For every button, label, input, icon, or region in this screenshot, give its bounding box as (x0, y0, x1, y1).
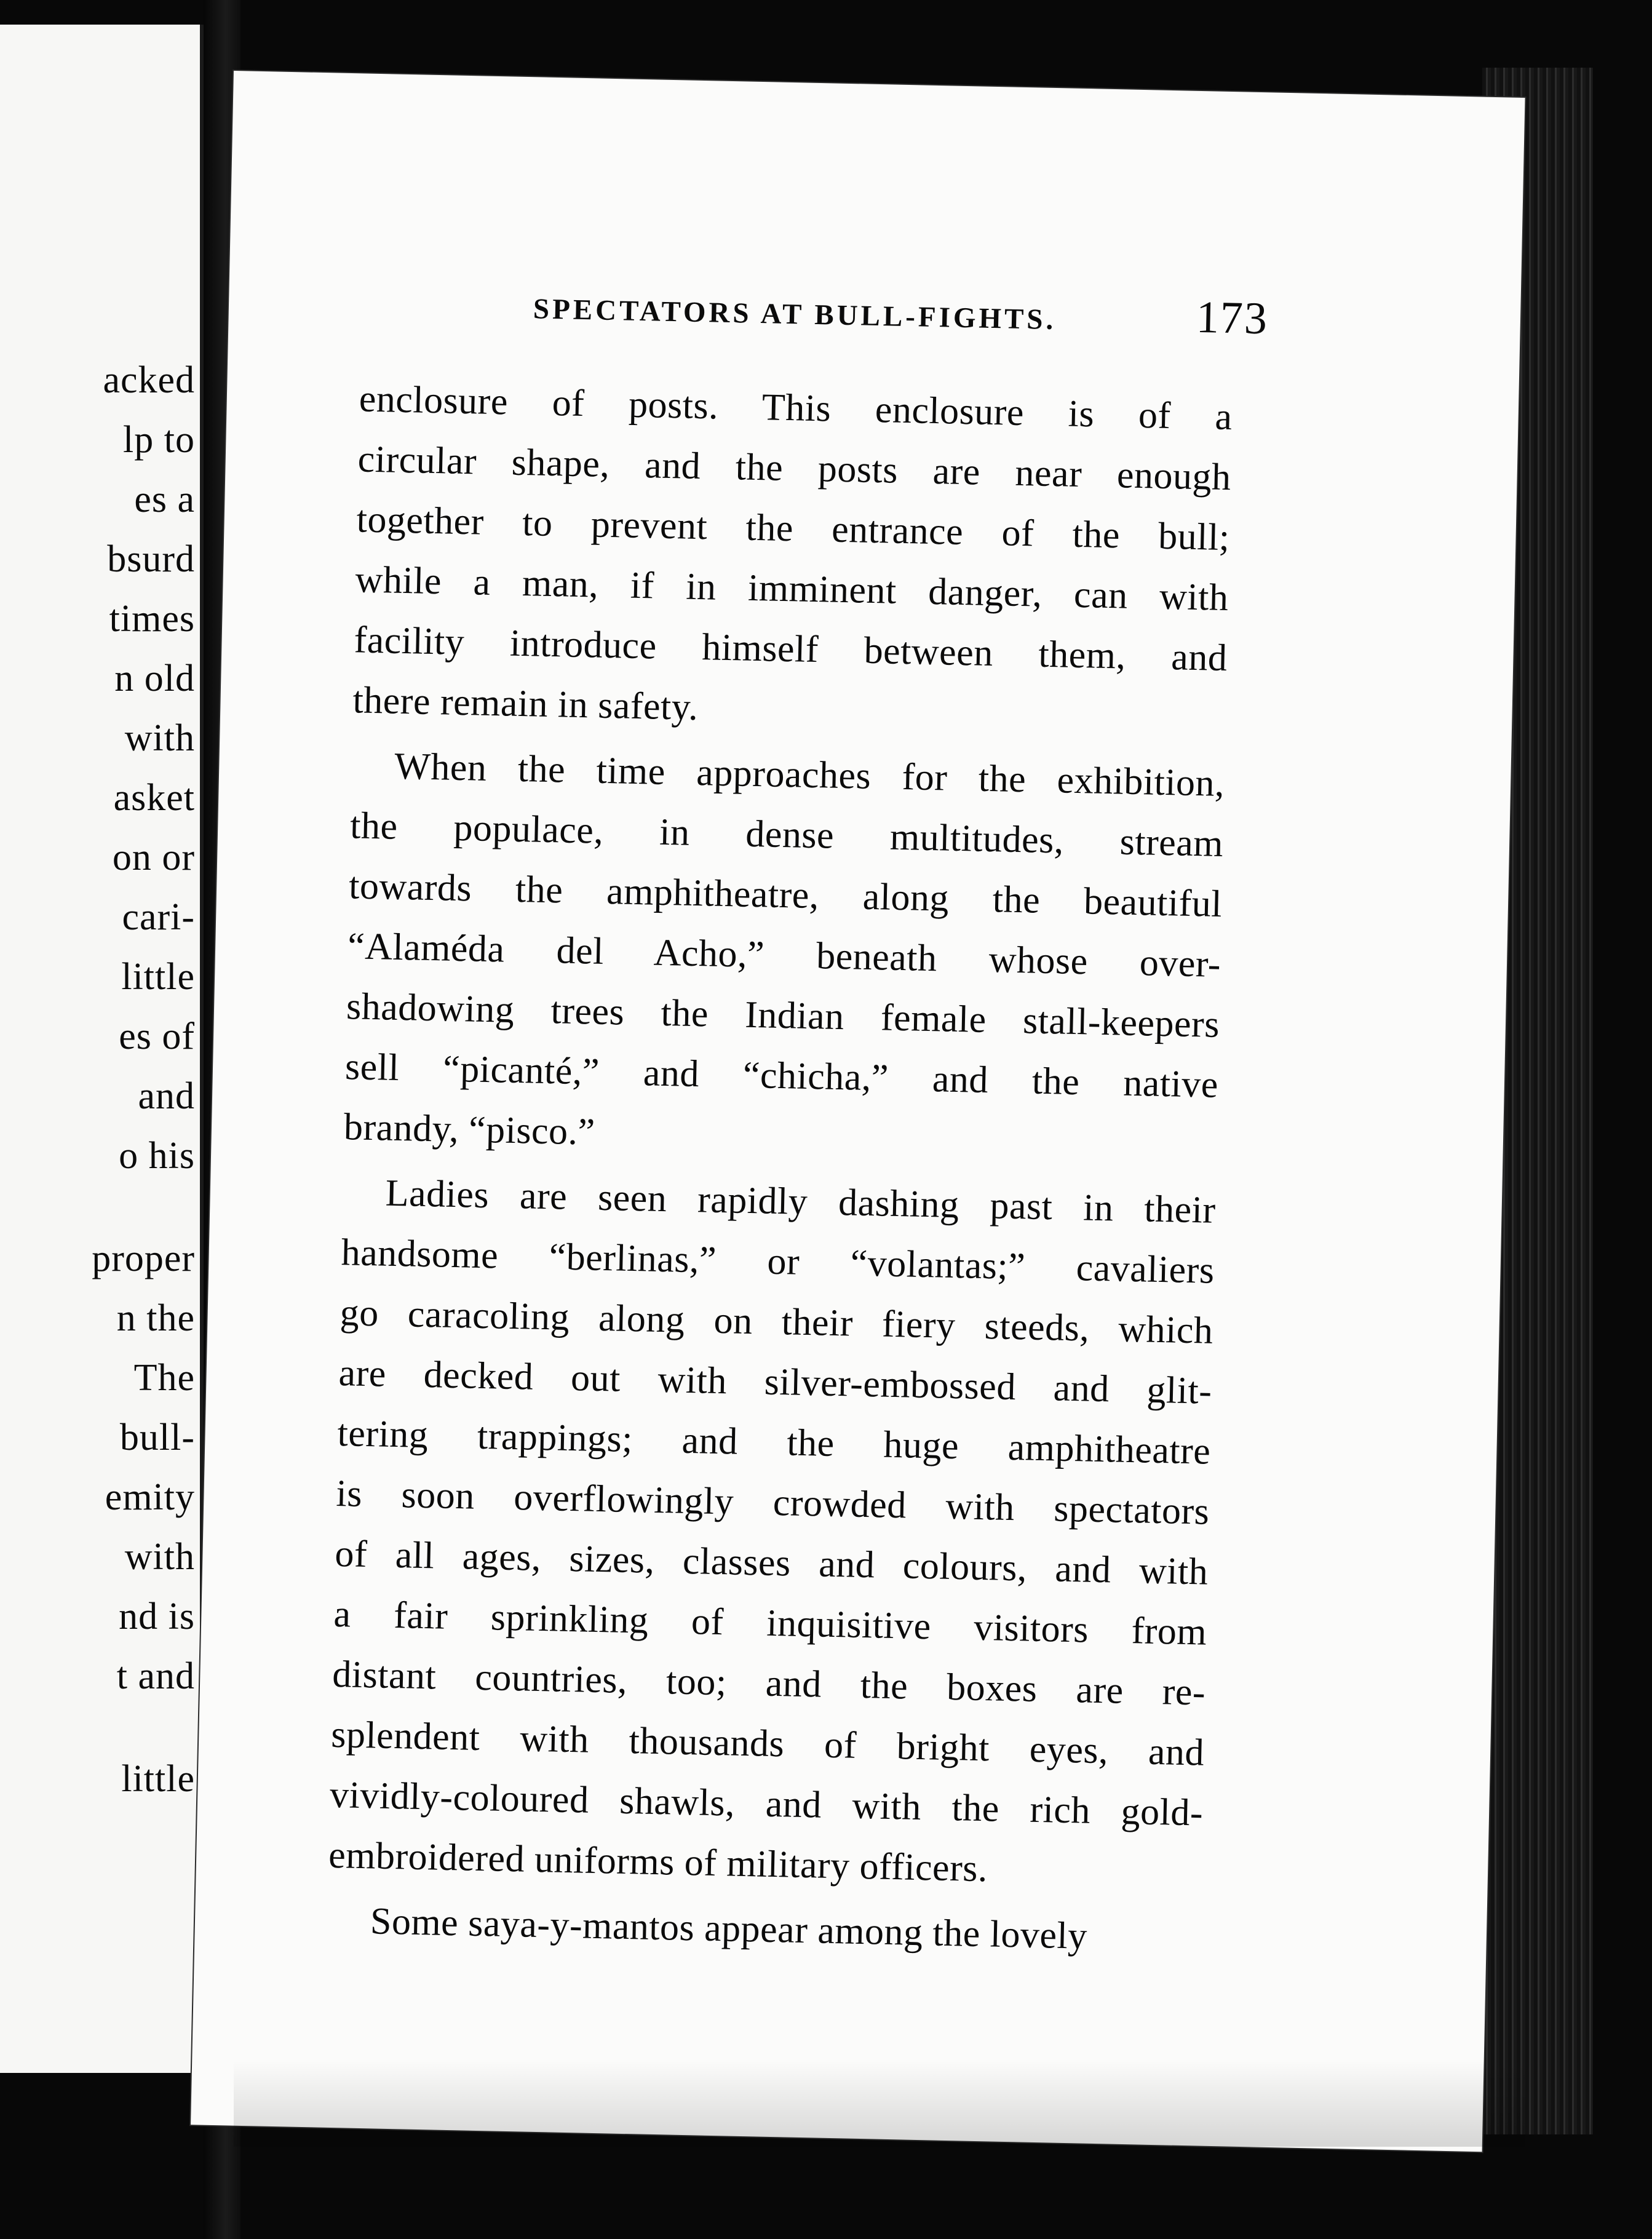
text-line: circular shape, and the posts are near enough (357, 438, 1232, 499)
paragraph (343, 735, 1225, 1175)
left-line: times (109, 598, 195, 640)
left-line: bull- (119, 1417, 195, 1458)
text-line: “Alaméda del Acho,” beneath whose over- (347, 925, 1221, 985)
left-line: and (138, 1075, 195, 1117)
text-line: there remain in safety. (352, 679, 699, 729)
text-line: sell “picanté,” and “chicha,” and the native (344, 1046, 1219, 1106)
left-line: acked (103, 359, 195, 401)
text-line: splendent with thousands of bright eyes, and (330, 1713, 1205, 1774)
left-line: n old (114, 658, 195, 699)
text-line: Ladies are seen rapidly dashing past in their (385, 1172, 1217, 1231)
text-line: handsome “berlinas,” or “volantas;” cavaliers (341, 1231, 1215, 1292)
text-line: are decked out with silver-embossed and glit- (338, 1352, 1213, 1412)
left-line: n the (116, 1297, 195, 1339)
right-page (191, 71, 1525, 2152)
text-line: together to prevent the entrance of the bull; (356, 498, 1231, 559)
left-page (0, 25, 204, 2073)
text-line: of all ages, sizes, classes and colours, and with (334, 1532, 1209, 1593)
text-line: enclosure of posts. This enclosure is of a (359, 378, 1233, 439)
text-line: a fair sprinkling of inquisitive visitors from (333, 1593, 1207, 1653)
text-line: while a man, if in imminent danger, can with (355, 559, 1229, 619)
page-text-block (327, 270, 1269, 1968)
text-line: facility introduce himself between them, and (353, 619, 1228, 680)
text-line: go caracoling along on their fiery steeds, which (340, 1292, 1214, 1352)
left-line: bsurd (107, 538, 195, 580)
text-line: vividly-coloured shawls, and with the rich gold- (329, 1773, 1204, 1834)
page-shadow (234, 2061, 1525, 2147)
paragraph (328, 1162, 1216, 1903)
running-title: SPECTATORS AT BULL-FIGHTS. (533, 293, 1057, 336)
left-line: asket (113, 777, 195, 819)
text-line: tering trappings; and the huge amphitheatre (336, 1412, 1212, 1473)
left-line: emity (105, 1476, 195, 1518)
text-line: shadowing trees the Indian female stall-keepers (346, 985, 1220, 1046)
text-line: When the time approaches for the exhibition, (394, 745, 1225, 805)
paragraph (352, 368, 1233, 749)
left-line: nd is (119, 1596, 195, 1637)
left-line: proper (92, 1238, 195, 1279)
text-line: the populace, in dense multitudes, stream (349, 805, 1224, 865)
left-line: es of (119, 1016, 195, 1057)
left-line: lp to (123, 419, 195, 461)
text-line: brandy, “pisco.” (343, 1106, 596, 1153)
text-line: towards the amphitheatre, along the beautiful (348, 865, 1223, 925)
left-line: little (121, 956, 195, 998)
page-number: 173 (1196, 292, 1269, 344)
left-line: with (124, 717, 195, 759)
left-line: t and (116, 1655, 195, 1697)
text-line: is soon overflowingly crowded with spectators (335, 1473, 1210, 1533)
left-line (0, 1186, 195, 1229)
left-line: The (133, 1357, 195, 1399)
left-line: with (124, 1536, 195, 1578)
left-line: little (121, 1758, 195, 1800)
left-line (0, 1706, 195, 1749)
text-line: Some saya-y-mantos appear among the lovely (370, 1900, 1088, 1957)
left-page-text (0, 351, 195, 1809)
text-line: embroidered uniforms of military officers. (328, 1834, 988, 1890)
text-line: distant countries, too; and the boxes are re- (332, 1653, 1206, 1714)
left-line: es a (134, 479, 195, 520)
left-line: o his (119, 1135, 195, 1177)
left-line: on or (112, 837, 195, 878)
left-line: cari- (122, 896, 195, 938)
running-head (360, 270, 1269, 362)
